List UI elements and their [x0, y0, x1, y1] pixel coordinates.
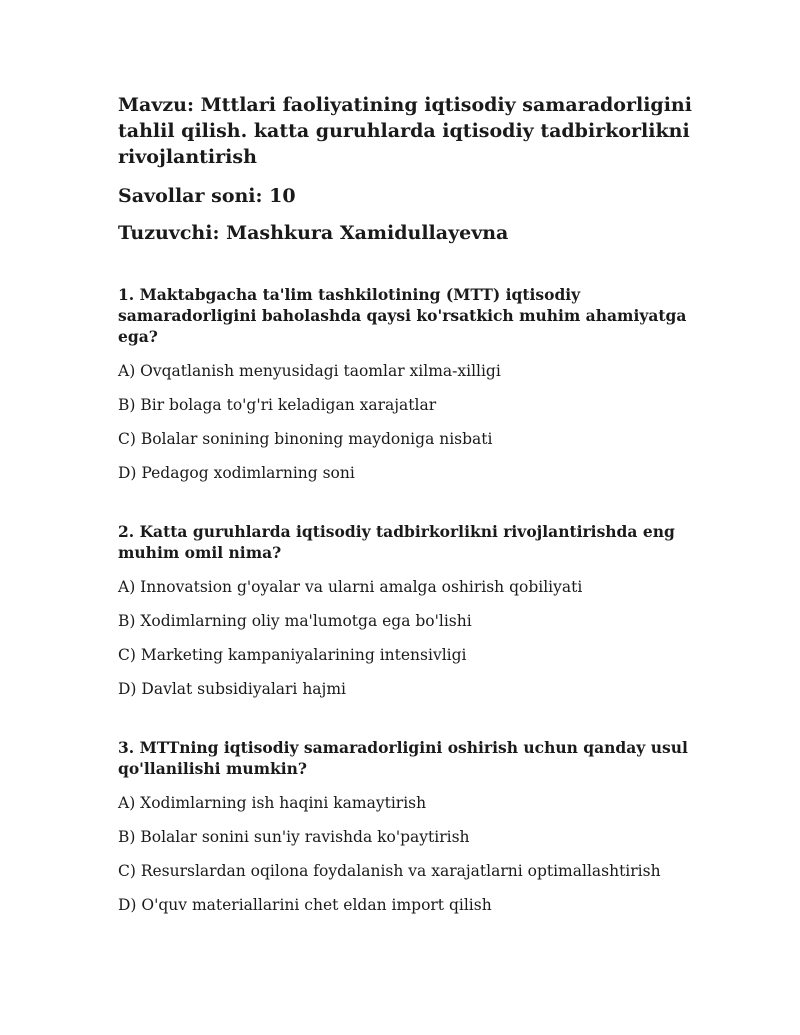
author-line: Tuzuvchi: Mashkura Xamidullayevna [118, 222, 509, 244]
answer-option: A) Ovqatlanish menyusidagi taomlar xilma-xilligi [118, 362, 501, 380]
answer-option: D) O'quv materiallarini chet eldan import qilish [118, 896, 492, 914]
question-list [118, 284, 710, 915]
question-item [118, 737, 710, 915]
document-topic: Mavzu: Mttlari faoliyatining iqtisodiy samaradorligini tahlil qilish. katta guruhlarda iqtisodiy tadbirkorlikni rivojlantirish [118, 94, 692, 168]
answer-option: C) Bolalar sonining binoning maydoniga nisbati [118, 430, 493, 448]
answer-option: B) Xodimlarning oliy ma'lumotga ega bo'lishi [118, 612, 472, 630]
answer-option: D) Pedagog xodimlarning soni [118, 464, 355, 482]
answer-option: C) Resurslardan oqilona foydalanish va xarajatlarni optimallashtirish [118, 862, 661, 880]
answer-option: A) Innovatsion g'oyalar va ularni amalga oshirish qobiliyati [118, 578, 583, 596]
answer-option: C) Marketing kampaniyalarining intensivligi [118, 646, 467, 664]
answer-option: B) Bir bolaga to'g'ri keladigan xarajatlar [118, 396, 437, 414]
answer-option: A) Xodimlarning ish haqini kamaytirish [118, 794, 427, 812]
question-text: 2. Katta guruhlarda iqtisodiy tadbirkorlikni rivojlantirishda eng muhim omil nima? [118, 522, 675, 562]
question-text: 1. Maktabgacha ta'lim tashkilotining (MTT) iqtisodiy samaradorligini baholashda qaysi ko'rsatkich muhim ahamiyatga ega? [118, 285, 687, 346]
question-count: Savollar soni: 10 [118, 185, 296, 207]
answer-option: D) Davlat subsidiyalari hajmi [118, 680, 347, 698]
question-item [118, 521, 710, 699]
question-item [118, 284, 710, 483]
answer-option: B) Bolalar sonini sun'iy ravishda ko'paytirish [118, 828, 470, 846]
question-text: 3. MTTning iqtisodiy samaradorligini oshirish uchun qanday usul qo'llanilishi mumkin? [118, 738, 688, 778]
